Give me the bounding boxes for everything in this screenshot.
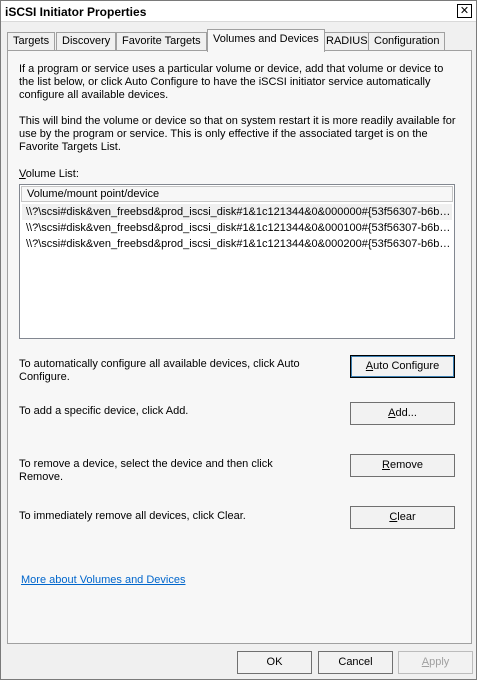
add-button[interactable]: Add... [350, 402, 455, 425]
tab-targets[interactable]: Targets [7, 32, 55, 51]
list-item[interactable]: \\?\scsi#disk&ven_freebsd&prod_iscsi_disk#1&1c121344&0&000100#{53f56307-b6b… [26, 222, 451, 234]
ok-button[interactable]: OK [237, 651, 312, 674]
intro-paragraph-2: This will bind the volume or device so that on system restart it is more readily available for use by the program or service. This is only effective if the associated target is on the Favorite Targets List. [19, 115, 456, 153]
window-title: iSCSI Initiator Properties [5, 5, 147, 19]
tab-radius[interactable]: RADIUS [320, 32, 374, 51]
tab-strip [7, 29, 472, 51]
tab-discovery[interactable]: Discovery [56, 32, 116, 51]
apply-button[interactable]: Apply [398, 651, 473, 674]
intro-paragraph-1: If a program or service uses a particular volume or device, add that volume or device to the list below, or click Auto Configure to have the iSCSI initiator service automatically configure all available devices. [19, 63, 444, 101]
volume-list-label: Volume List: [19, 168, 79, 180]
tab-configuration[interactable]: Configuration [368, 32, 445, 51]
tab-volumes-and-devices[interactable]: Volumes and Devices [207, 29, 325, 52]
title-bar [1, 1, 476, 22]
add-description: To add a specific device, click Add. [19, 405, 189, 417]
tab-favorite-targets[interactable]: Favorite Targets [116, 32, 207, 51]
auto-configure-description: To automatically configure all available devices, click Auto Configure. [19, 358, 300, 383]
volume-list[interactable] [19, 184, 455, 339]
more-about-volumes-link[interactable]: More about Volumes and Devices [21, 574, 186, 586]
remove-description: To remove a device, select the device and then click Remove. [19, 458, 273, 483]
auto-configure-button[interactable]: Auto Configure [350, 355, 455, 378]
close-icon[interactable]: ✕ [457, 4, 472, 18]
list-item[interactable]: \\?\scsi#disk&ven_freebsd&prod_iscsi_disk#1&1c121344&0&000200#{53f56307-b6b… [26, 238, 451, 250]
tab-panel-volumes-and-devices [7, 50, 472, 644]
clear-description: To immediately remove all devices, click Clear. [19, 510, 246, 522]
list-item[interactable]: \\?\scsi#disk&ven_freebsd&prod_iscsi_disk#1&1c121344&0&000000#{53f56307-b6b… [22, 204, 452, 220]
clear-button[interactable]: Clear [350, 506, 455, 529]
cancel-button[interactable]: Cancel [318, 651, 393, 674]
column-header-volume[interactable]: Volume/mount point/device [21, 186, 453, 202]
remove-button[interactable]: Remove [350, 454, 455, 477]
